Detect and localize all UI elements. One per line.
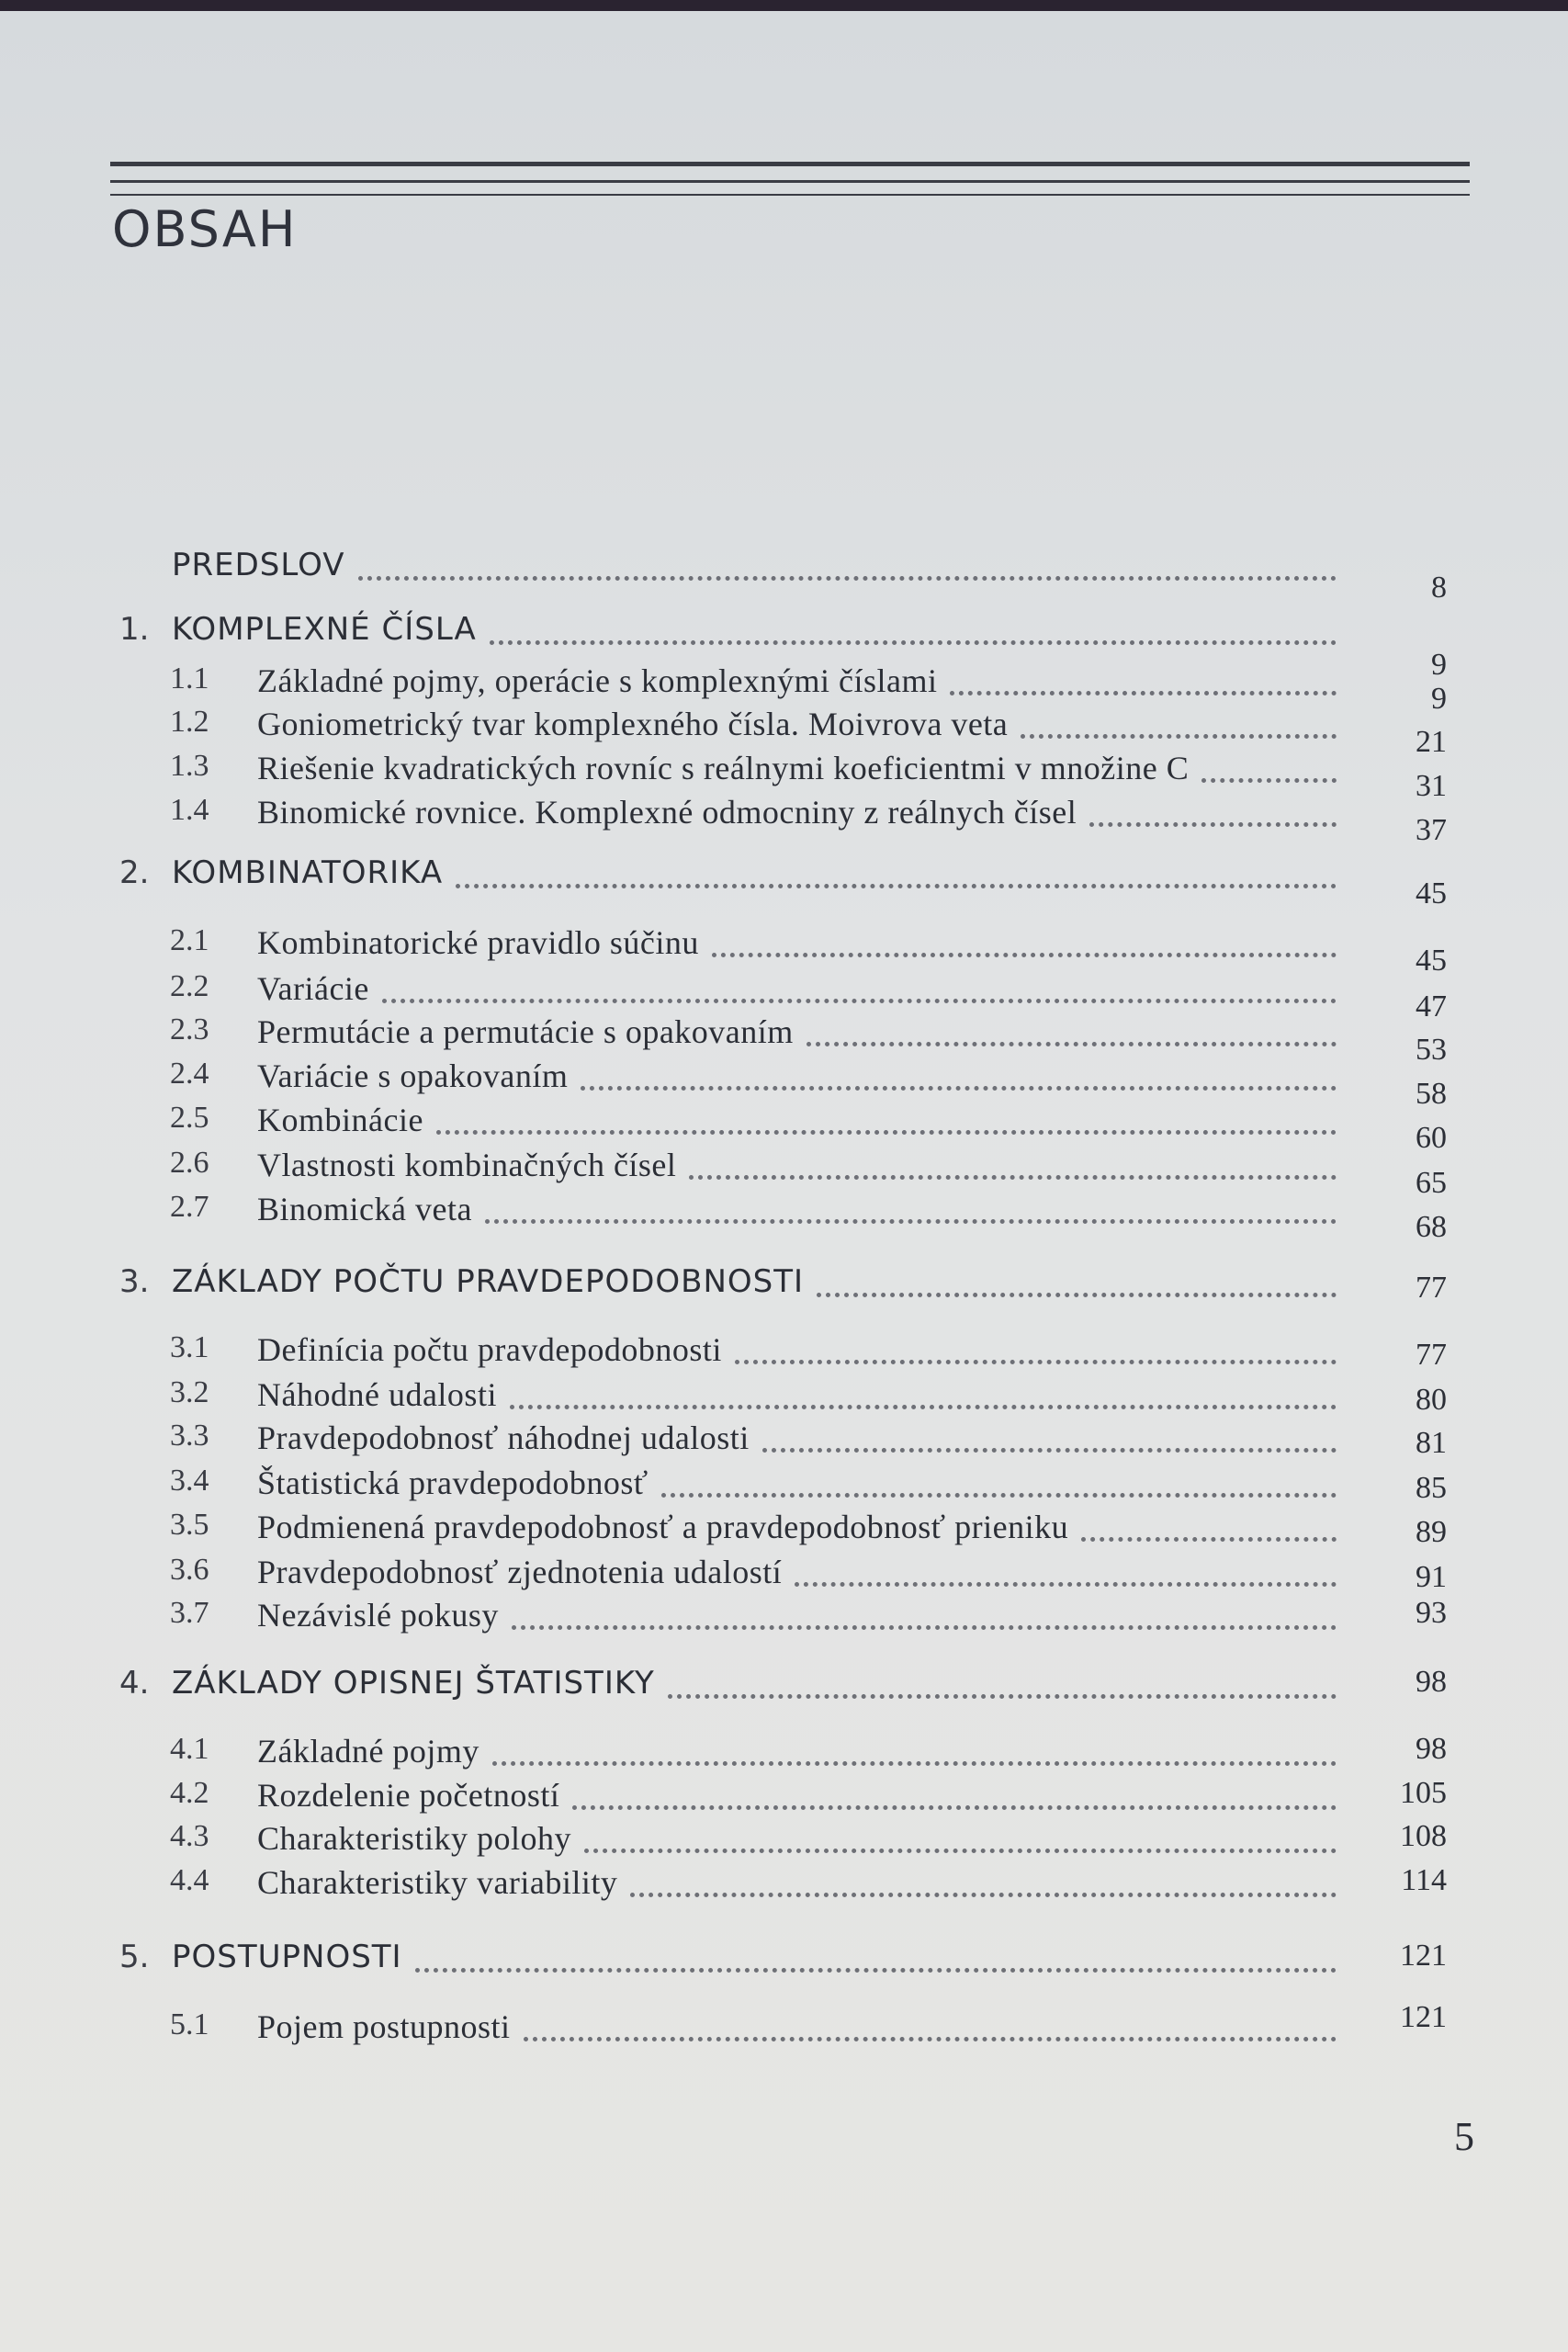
toc-entry-number: 2.6 — [170, 1146, 209, 1180]
toc-section-row — [0, 1146, 1568, 1200]
toc-page-number: 21 — [1416, 725, 1447, 759]
toc-section-row — [0, 2000, 1568, 2048]
toc-dot-leader — [1089, 817, 1337, 827]
toc-section-row — [0, 1190, 1568, 1244]
toc-entry-number: 3.7 — [170, 1596, 209, 1630]
toc-page-number: 47 — [1416, 989, 1447, 1023]
toc-page-number: 85 — [1416, 1471, 1447, 1505]
toc-section-row — [0, 1863, 1568, 1904]
toc-section-row — [0, 1419, 1568, 1459]
toc-page-number: 89 — [1416, 1515, 1447, 1549]
toc-page-number: 81 — [1416, 1426, 1447, 1460]
toc-entry-title: Náhodné udalosti — [257, 1376, 497, 1413]
toc-entry-title: Binomická veta — [257, 1191, 472, 1227]
toc-section-row — [0, 1375, 1568, 1416]
toc-entry-number: 3. — [119, 1263, 150, 1300]
toc-page-number: 114 — [1401, 1863, 1447, 1897]
toc-page-number: 121 — [1400, 1939, 1447, 1973]
toc-page-number: 98 — [1416, 1732, 1447, 1766]
toc-entry-title: Štatistická pravdepodobnosť — [257, 1464, 649, 1501]
toc-page-number: 45 — [1416, 876, 1447, 910]
toc-entry-title: Binomické rovnice. Komplexné odmocniny z reálnych čísel — [257, 794, 1077, 831]
toc-dot-leader — [456, 878, 1337, 888]
toc-dot-leader — [490, 635, 1337, 645]
toc-page-number: 77 — [1416, 1338, 1447, 1372]
toc-section-row — [0, 1330, 1568, 1371]
toc-chapter-row — [0, 1263, 1568, 1304]
toc-entry-number: 1.4 — [170, 793, 209, 827]
toc-dot-leader — [735, 1354, 1337, 1364]
toc-page-number: 58 — [1416, 1077, 1447, 1111]
toc-section-row — [0, 923, 1568, 978]
toc-dot-leader — [795, 1577, 1337, 1587]
toc-page-number: 121 — [1400, 2000, 1447, 2034]
toc-page-number: 68 — [1416, 1210, 1447, 1244]
toc-entry-number: 1. — [119, 611, 150, 648]
toc-section-row — [0, 1819, 1568, 1860]
toc-dot-leader — [512, 1620, 1337, 1630]
toc-chapter-row — [0, 547, 1568, 605]
toc-page-number: 8 — [1431, 571, 1447, 605]
toc-page-number: 91 — [1416, 1560, 1447, 1594]
toc-dot-leader — [661, 1487, 1337, 1498]
toc-entry-number: 2.3 — [170, 1012, 209, 1046]
toc-entry-number: 1.3 — [170, 749, 209, 783]
toc-entry-title: Charakteristiky polohy — [257, 1820, 571, 1857]
toc-dot-leader — [1021, 729, 1337, 739]
toc-entry-title: Vlastnosti kombinačných čísel — [257, 1147, 677, 1183]
toc-page-number: 9 — [1431, 648, 1447, 682]
toc-dot-leader — [510, 1399, 1337, 1409]
toc-page-number: 93 — [1416, 1596, 1447, 1630]
toc-entry-title: POSTUPNOSTI — [172, 1939, 402, 1975]
toc-section-row — [0, 1596, 1568, 1636]
toc-entry-title: Základné pojmy — [257, 1733, 479, 1770]
toc-section-row — [0, 1553, 1568, 1593]
toc-dot-leader — [1201, 773, 1337, 783]
toc-entry-title: Podmienená pravdepodobnosť a pravdepodobnosť prieniku — [257, 1509, 1069, 1545]
toc-entry-title: KOMPLEXNÉ ČÍSLA — [172, 611, 477, 648]
page-number: 5 — [1454, 2114, 1474, 2159]
toc-entry-number: 4.2 — [170, 1776, 209, 1810]
toc-entry-title: Nezávislé pokusy — [257, 1597, 499, 1634]
toc-page-number: 98 — [1416, 1665, 1447, 1699]
toc-section-row — [0, 1508, 1568, 1548]
toc-dot-leader — [581, 1080, 1337, 1091]
toc-dot-leader — [358, 571, 1337, 581]
toc-page-number: 77 — [1416, 1271, 1447, 1305]
toc-entry-number: 2.4 — [170, 1057, 209, 1091]
toc-entry-title: Variácie — [257, 970, 369, 1007]
toc-page-number: 65 — [1416, 1166, 1447, 1200]
toc-section-row — [0, 793, 1568, 847]
toc-entry-number: 4.4 — [170, 1863, 209, 1897]
toc-dot-leader — [689, 1170, 1337, 1180]
toc-dot-leader — [807, 1036, 1337, 1046]
toc-entry-title: Kombinácie — [257, 1102, 423, 1138]
toc-entry-number: 3.4 — [170, 1464, 209, 1498]
toc-entry-title: Pravdepodobnosť náhodnej udalosti — [257, 1419, 750, 1456]
toc-entry-number: 5.1 — [170, 2007, 209, 2041]
toc-entry-number: 2.5 — [170, 1101, 209, 1135]
toc-section-row — [0, 1012, 1568, 1067]
toc-entry-number: 4.1 — [170, 1732, 209, 1766]
toc-entry-number: 2.2 — [170, 969, 209, 1003]
toc-page-number: 60 — [1416, 1121, 1447, 1155]
toc-entry-number: 3.6 — [170, 1553, 209, 1587]
toc-entry-number: 3.2 — [170, 1375, 209, 1409]
toc-dot-leader — [762, 1442, 1337, 1453]
toc-dot-leader — [630, 1887, 1337, 1897]
toc-section-row — [0, 1101, 1568, 1155]
toc-dot-leader — [436, 1125, 1337, 1135]
toc-dot-leader — [950, 685, 1337, 695]
toc-entry-title: Permutácie a permutácie s opakovaním — [257, 1013, 794, 1050]
toc-page-number: 9 — [1431, 682, 1447, 716]
toc-entry-title: Definícia počtu pravdepodobnosti — [257, 1331, 722, 1368]
toc-section-row — [0, 969, 1568, 1023]
toc-page-number: 105 — [1400, 1776, 1447, 1810]
toc-entry-title: Rozdelenie početností — [257, 1777, 560, 1814]
toc-entry-title: Goniometrický tvar komplexného čísla. Moivrova veta — [257, 706, 1009, 742]
toc-entry-title: Charakteristiky variability — [257, 1864, 618, 1901]
toc-section-row — [0, 1464, 1568, 1504]
toc-page-number: 53 — [1416, 1033, 1447, 1067]
toc-entry-title: Riešenie kvadratických rovníc s reálnymi koeficientmi v množine C — [257, 750, 1190, 786]
toc-entry-title: KOMBINATORIKA — [172, 854, 444, 891]
toc-section-row — [0, 749, 1568, 803]
toc-page-number: 45 — [1416, 944, 1447, 978]
toc-section-row — [0, 662, 1568, 716]
toc-entry-number: 2. — [119, 854, 150, 891]
toc-chapter-row — [0, 1665, 1568, 1705]
toc-entry-number: 1.2 — [170, 705, 209, 739]
toc-dot-leader — [817, 1287, 1337, 1297]
toc-entry-title: ZÁKLADY OPISNEJ ŠTATISTIKY — [172, 1665, 655, 1702]
toc-chapter-row — [0, 854, 1568, 910]
toc-entry-title: ZÁKLADY POČTU PRAVDEPODOBNOSTI — [172, 1263, 805, 1300]
toc-entry-number: 3.1 — [170, 1330, 209, 1364]
toc-dot-leader — [382, 993, 1337, 1003]
toc-entry-title: PREDSLOV — [172, 547, 345, 583]
toc-dot-leader — [712, 947, 1337, 957]
toc-section-row — [0, 1776, 1568, 1816]
toc-entry-number: 2.1 — [170, 923, 209, 957]
toc-entry-number: 2.7 — [170, 1190, 209, 1224]
toc-entry-title: Pravdepodobnosť zjednotenia udalostí — [257, 1554, 783, 1590]
toc-entry-number: 4.3 — [170, 1819, 209, 1853]
toc-dot-leader — [572, 1800, 1337, 1810]
page-title: OBSAH — [112, 200, 298, 258]
toc-dot-leader — [1081, 1532, 1337, 1542]
toc-dot-leader — [668, 1689, 1337, 1699]
toc-entry-title: Pojem postupnosti — [257, 2008, 511, 2045]
toc-entry-title: Kombinatorické pravidlo súčinu — [257, 924, 699, 961]
toc-page-number: 31 — [1416, 769, 1447, 803]
toc-dot-leader — [524, 2031, 1337, 2041]
toc-page-number: 37 — [1416, 813, 1447, 847]
toc-section-row — [0, 705, 1568, 759]
toc-entry-number: 4. — [119, 1665, 150, 1702]
toc-entry-number: 3.5 — [170, 1508, 209, 1542]
toc-dot-leader — [584, 1843, 1337, 1853]
toc-entry-title: Variácie s opakovaním — [257, 1057, 569, 1094]
toc-page-number: 80 — [1416, 1383, 1447, 1417]
toc-page-number: 108 — [1400, 1819, 1447, 1853]
toc-dot-leader — [415, 1962, 1337, 1973]
toc-section-row — [0, 1732, 1568, 1772]
toc-dot-leader — [492, 1756, 1337, 1766]
toc-dot-leader — [485, 1214, 1337, 1224]
toc-entry-number: 1.1 — [170, 662, 209, 695]
toc-entry-number: 3.3 — [170, 1419, 209, 1453]
toc-entry-number: 5. — [119, 1939, 150, 1975]
toc-entry-title: Základné pojmy, operácie s komplexnými číslami — [257, 662, 938, 699]
toc-section-row — [0, 1057, 1568, 1111]
toc-chapter-row — [0, 1939, 1568, 1979]
